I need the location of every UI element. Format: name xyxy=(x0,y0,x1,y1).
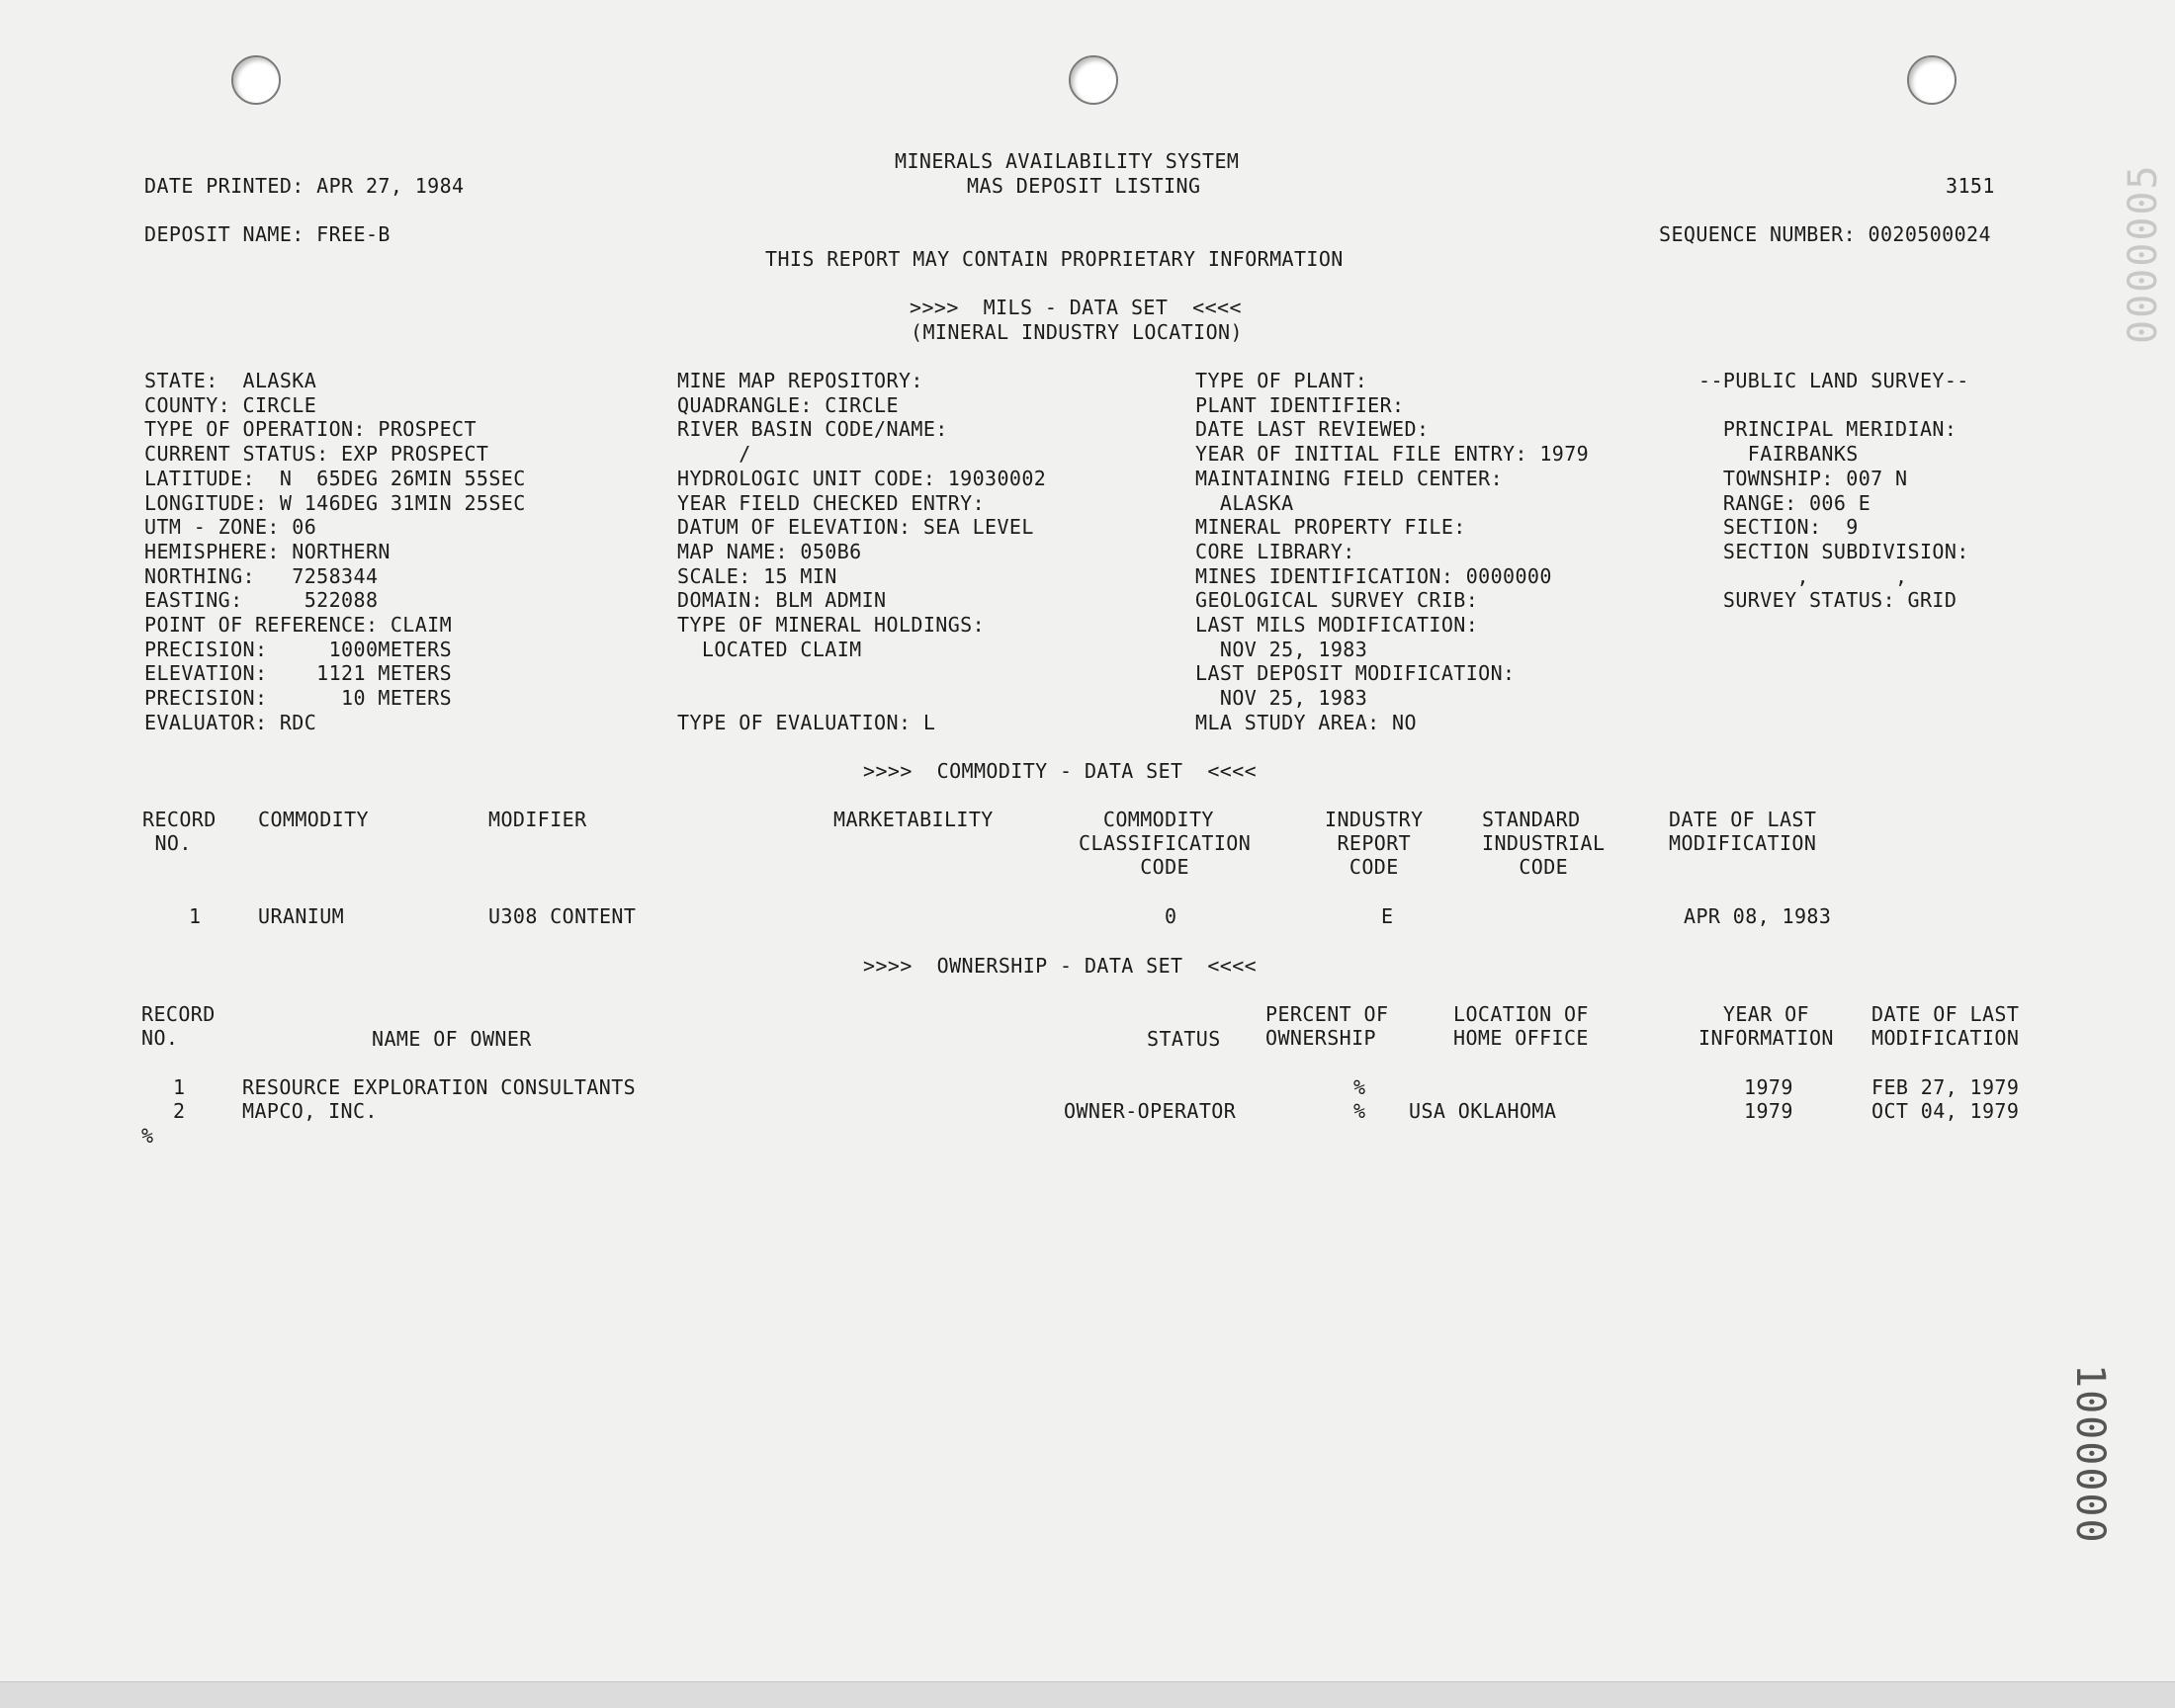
mils-field: TYPE OF EVALUATION: L xyxy=(677,710,936,734)
mils-field: GEOLOGICAL SURVEY CRIB: xyxy=(1195,588,1479,613)
mils-field: NOV 25, 1983 xyxy=(1195,637,1368,661)
table-row xyxy=(0,1099,2175,1125)
mils-field: LAST MILS MODIFICATION: xyxy=(1195,613,1479,637)
commodity-header-classification: COMMODITY CLASSIFICATION CODE xyxy=(1079,808,1252,879)
mils-field: TYPE OF OPERATION: PROSPECT xyxy=(144,417,477,442)
owner-name: MAPCO, INC. xyxy=(242,1099,378,1123)
owner-percent: % xyxy=(1353,1099,1366,1123)
mils-field: YEAR FIELD CHECKED ENTRY: xyxy=(677,490,986,515)
commodity-section-title: >>>> COMMODITY - DATA SET <<<< xyxy=(863,759,1258,783)
table-row xyxy=(0,904,2175,930)
mils-field: NORTHING: 7258344 xyxy=(144,563,379,588)
mils-field: MLA STUDY AREA: NO xyxy=(1195,710,1417,734)
survey-field: SECTION SUBDIVISION: xyxy=(1698,539,1969,563)
mils-field: TYPE OF PLANT: xyxy=(1195,369,1368,392)
survey-field: TOWNSHIP: 007 N xyxy=(1698,466,1908,490)
mils-field: HYDROLOGIC UNIT CODE: 19030002 xyxy=(677,466,1047,490)
mils-field: RIVER BASIN CODE/NAME: xyxy=(677,417,948,442)
ownership-header-status: STATUS xyxy=(1147,1027,1221,1051)
mils-field: PRECISION: 1000METERS xyxy=(144,637,453,661)
mils-section-title: >>>> MILS - DATA SET <<<< xyxy=(910,296,1242,319)
mils-field: YEAR OF INITIAL FILE ENTRY: 1979 xyxy=(1195,442,1590,467)
survey-field: RANGE: 006 E xyxy=(1698,490,1871,515)
ownership-header-name: NAME OF OWNER xyxy=(372,1027,532,1051)
mils-field: LAST DEPOSIT MODIFICATION: xyxy=(1195,661,1516,686)
commodity-header-record: RECORD NO. xyxy=(142,808,217,855)
mils-field: ALASKA xyxy=(1195,490,1294,515)
mils-field: EVALUATOR: RDC xyxy=(144,710,317,734)
mils-field: DOMAIN: BLM ADMIN xyxy=(677,588,887,613)
commodity-header-modifier: MODIFIER xyxy=(488,808,587,831)
mils-field: QUADRANGLE: CIRCLE xyxy=(677,392,899,417)
mils-field: MAP NAME: 050B6 xyxy=(677,539,862,563)
commodity-industry-code: E xyxy=(1381,904,1394,928)
ownership-header-location: LOCATION OF HOME OFFICE xyxy=(1453,1002,1589,1050)
table-row xyxy=(0,1075,2175,1101)
frame-stamp-top: 0000005 xyxy=(2121,163,2166,344)
commodity-modifier: U308 CONTENT xyxy=(488,904,637,928)
mils-field: LOCATED CLAIM xyxy=(677,637,862,661)
owner-percent: % xyxy=(1353,1075,1366,1099)
owner-year: 1979 xyxy=(1744,1075,1793,1099)
ownership-section-title: >>>> OWNERSHIP - DATA SET <<<< xyxy=(863,954,1258,978)
survey-field: , , xyxy=(1698,563,1908,588)
owner-record-no: 1 xyxy=(173,1075,186,1099)
survey-field: SECTION: 9 xyxy=(1698,515,1859,540)
mils-field: EASTING: 522088 xyxy=(144,588,379,613)
mils-field: CORE LIBRARY: xyxy=(1195,539,1355,563)
binder-hole-right xyxy=(1907,55,1957,105)
commodity-header-marketability: MARKETABILITY xyxy=(833,808,994,831)
mils-field: MAINTAINING FIELD CENTER: xyxy=(1195,466,1504,490)
commodity-header-industry: INDUSTRY REPORT CODE xyxy=(1325,808,1424,879)
survey-field: FAIRBANKS xyxy=(1698,442,1859,467)
page-number: 3151 xyxy=(1946,174,1995,198)
mils-field: UTM - ZONE: 06 xyxy=(144,515,317,540)
deposit-name: DEPOSIT NAME: FREE-B xyxy=(144,222,391,246)
owner-modification-date: FEB 27, 1979 xyxy=(1871,1075,2020,1099)
mils-field: ELEVATION: 1121 METERS xyxy=(144,661,453,686)
binder-hole-center xyxy=(1069,55,1118,105)
ownership-header-year: YEAR OF INFORMATION xyxy=(1698,1002,1834,1050)
frame-stamp-bottom: 1000000 xyxy=(2067,1364,2113,1545)
proprietary-notice: THIS REPORT MAY CONTAIN PROPRIETARY INFORMATION xyxy=(765,247,1344,271)
commodity-name: URANIUM xyxy=(258,904,345,928)
owner-modification-date: OCT 04, 1979 xyxy=(1871,1099,2020,1123)
commodity-modification-date: APR 08, 1983 xyxy=(1684,904,1832,928)
listing-title: MAS DEPOSIT LISTING xyxy=(967,174,1201,198)
date-printed: DATE PRINTED: APR 27, 1984 xyxy=(144,174,465,198)
mils-field: PRECISION: 10 METERS xyxy=(144,686,453,711)
mils-field: / xyxy=(677,442,751,467)
survey-field: PRINCIPAL MERIDIAN: xyxy=(1698,417,1958,442)
survey-field: --PUBLIC LAND SURVEY-- xyxy=(1698,369,1969,392)
mils-field: STATE: ALASKA xyxy=(144,369,317,392)
owner-status: OWNER-OPERATOR xyxy=(1064,1099,1237,1123)
owner-record-no: 2 xyxy=(173,1099,186,1123)
ownership-header-record: RECORD NO. xyxy=(141,1002,216,1050)
page-bottom-edge xyxy=(0,1681,2175,1708)
binder-hole-left xyxy=(231,55,281,105)
mils-field: PLANT IDENTIFIER: xyxy=(1195,392,1405,417)
mils-field: DATE LAST REVIEWED: xyxy=(1195,417,1430,442)
mils-field: HEMISPHERE: NORTHERN xyxy=(144,539,391,563)
trailing-percent-mark: % xyxy=(141,1124,154,1148)
mils-field: CURRENT STATUS: EXP PROSPECT xyxy=(144,442,489,467)
mils-field: TYPE OF MINERAL HOLDINGS: xyxy=(677,613,986,637)
mils-field: SCALE: 15 MIN xyxy=(677,563,837,588)
mils-field: POINT OF REFERENCE: CLAIM xyxy=(144,613,453,637)
owner-location: USA OKLAHOMA xyxy=(1409,1099,1557,1123)
mils-field: LATITUDE: N 65DEG 26MIN 55SEC xyxy=(144,466,526,490)
survey-field: SURVEY STATUS: GRID xyxy=(1698,588,1958,613)
mils-section-subtitle: (MINERAL INDUSTRY LOCATION) xyxy=(911,320,1243,344)
mils-field: MINES IDENTIFICATION: 0000000 xyxy=(1195,563,1552,588)
commodity-record-no: 1 xyxy=(189,904,202,928)
mils-field: MINE MAP REPOSITORY: xyxy=(677,369,923,392)
owner-year: 1979 xyxy=(1744,1099,1793,1123)
sequence-number: SEQUENCE NUMBER: 0020500024 xyxy=(1659,222,1991,246)
mils-field: LONGITUDE: W 146DEG 31MIN 25SEC xyxy=(144,490,526,515)
mils-field: COUNTY: CIRCLE xyxy=(144,392,317,417)
commodity-header-date: DATE OF LAST MODIFICATION xyxy=(1669,808,1817,855)
commodity-header-commodity: COMMODITY xyxy=(258,808,369,831)
ownership-header-date: DATE OF LAST MODIFICATION xyxy=(1871,1002,2020,1050)
commodity-header-sic: STANDARD INDUSTRIAL CODE xyxy=(1482,808,1606,879)
system-title: MINERALS AVAILABILITY SYSTEM xyxy=(895,149,1240,173)
ownership-header-percent: PERCENT OF OWNERSHIP xyxy=(1265,1002,1389,1050)
owner-name: RESOURCE EXPLORATION CONSULTANTS xyxy=(242,1075,637,1099)
mils-field: DATUM OF ELEVATION: SEA LEVEL xyxy=(677,515,1034,540)
mils-field: MINERAL PROPERTY FILE: xyxy=(1195,515,1466,540)
commodity-classification-code: 0 xyxy=(1165,904,1177,928)
mils-field: NOV 25, 1983 xyxy=(1195,686,1368,711)
